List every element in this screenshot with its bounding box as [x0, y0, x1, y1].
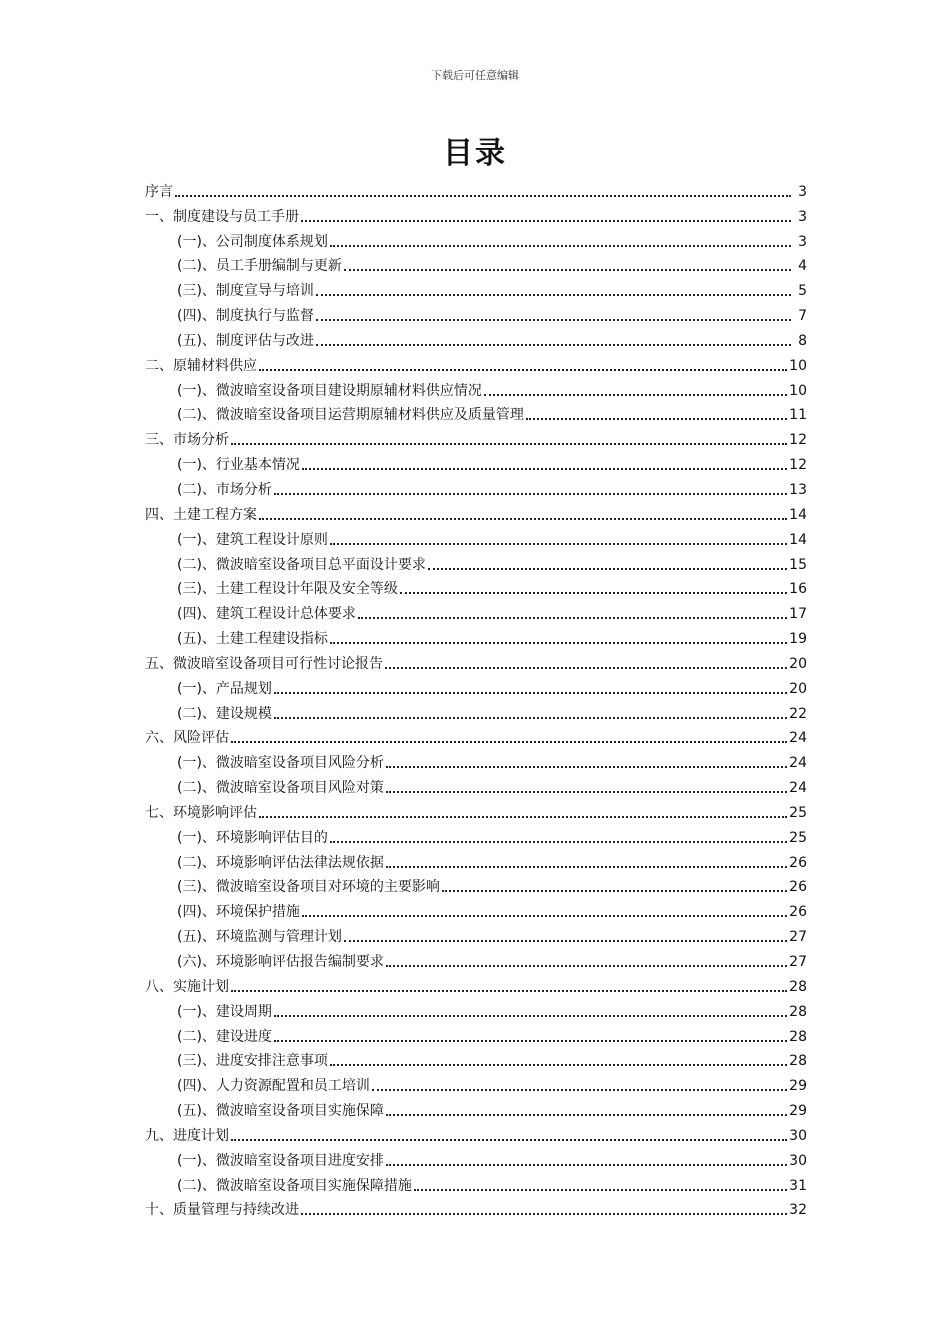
toc-entry-page-number: 10: [789, 382, 807, 399]
toc-dot-leader: [231, 1139, 787, 1141]
toc-entry-page-number: 29: [789, 1078, 807, 1095]
toc-entry[interactable]: [145, 1095, 807, 1120]
toc-entry-page-number: 28: [789, 978, 807, 995]
toc-entry-label: (二)、建设进度: [177, 1028, 272, 1045]
toc-entry[interactable]: [145, 698, 807, 723]
toc-entry-page-number: 20: [789, 680, 807, 697]
toc-entry-label: (五)、微波暗室设备项目实施保障: [177, 1103, 384, 1120]
table-of-contents: [145, 176, 807, 1219]
toc-entry[interactable]: [145, 1046, 807, 1071]
toc-entry[interactable]: [145, 424, 807, 449]
toc-entry-page-number: 24: [789, 730, 807, 747]
toc-entry-label: (二)、员工手册编制与更新: [177, 258, 342, 275]
toc-entry[interactable]: [145, 1120, 807, 1145]
toc-entry-page-number: 3: [798, 183, 807, 200]
toc-dot-leader: [316, 319, 791, 321]
toc-entry[interactable]: [145, 673, 807, 698]
toc-dot-leader: [386, 791, 787, 793]
toc-entry[interactable]: [145, 1021, 807, 1046]
toc-dot-leader: [259, 369, 787, 371]
toc-entry[interactable]: [145, 275, 807, 300]
toc-dot-leader: [414, 1189, 787, 1191]
header-note: 下载后可任意编辑: [431, 69, 519, 82]
toc-entry-label: 七、环境影响评估: [145, 804, 257, 821]
toc-entry-label: (五)、环境监测与管理计划: [177, 929, 342, 946]
toc-dot-leader: [330, 543, 787, 545]
toc-entry-page-number: 28: [789, 1053, 807, 1070]
toc-entry[interactable]: [145, 574, 807, 599]
toc-entry-label: 四、土建工程方案: [145, 506, 257, 523]
toc-entry[interactable]: [145, 896, 807, 921]
toc-entry-label: (三)、制度宣导与培训: [177, 283, 314, 300]
toc-entry[interactable]: [145, 549, 807, 574]
toc-entry-label: (二)、微波暗室设备项目运营期原辅材料供应及质量管理: [177, 407, 524, 424]
toc-dot-leader: [385, 667, 787, 669]
toc-entry-page-number: 26: [789, 904, 807, 921]
toc-entry-page-number: 26: [789, 854, 807, 871]
toc-entry-label: 一、制度建设与员工手册: [145, 208, 299, 225]
toc-dot-leader: [372, 1089, 787, 1091]
toc-dot-leader: [274, 1040, 787, 1042]
toc-entry-page-number: 31: [789, 1177, 807, 1194]
toc-entry-page-number: 19: [789, 631, 807, 648]
toc-entry[interactable]: [145, 872, 807, 897]
toc-entry-page-number: 13: [789, 481, 807, 498]
toc-dot-leader: [259, 518, 787, 520]
toc-entry-label: (一)、微波暗室设备项目建设期原辅材料供应情况: [177, 382, 482, 399]
toc-entry-label: (四)、人力资源配置和员工培训: [177, 1078, 370, 1095]
toc-entry-label: (一)、微波暗室设备项目进度安排: [177, 1152, 384, 1169]
toc-dot-leader: [302, 468, 787, 470]
toc-entry-page-number: 7: [798, 308, 807, 325]
toc-entry[interactable]: [145, 598, 807, 623]
toc-entry[interactable]: [145, 946, 807, 971]
toc-entry-label: (一)、微波暗室设备项目风险分析: [177, 755, 384, 772]
toc-entry[interactable]: [145, 623, 807, 648]
toc-entry-page-number: 25: [789, 829, 807, 846]
toc-dot-leader: [316, 294, 791, 296]
toc-entry-page-number: 27: [789, 954, 807, 970]
toc-dot-leader: [231, 443, 787, 445]
toc-entry[interactable]: [145, 847, 807, 872]
toc-entry-page-number: 25: [789, 804, 807, 821]
toc-entry-label: 序言: [145, 183, 173, 200]
toc-entry[interactable]: [145, 797, 807, 822]
toc-entry[interactable]: [145, 1070, 807, 1095]
toc-entry-label: 二、原辅材料供应: [145, 357, 257, 374]
toc-dot-leader: [330, 245, 791, 247]
toc-dot-leader: [316, 344, 791, 346]
toc-entry-page-number: 11: [789, 407, 807, 424]
toc-entry-label: (二)、微波暗室设备项目风险对策: [177, 780, 384, 797]
toc-dot-leader: [428, 568, 787, 570]
toc-entry-label: (二)、建设规模: [177, 705, 272, 722]
toc-entry-page-number: 12: [789, 457, 807, 474]
toc-entry[interactable]: [145, 400, 807, 425]
toc-entry-page-number: 12: [789, 432, 807, 449]
toc-dot-leader: [344, 940, 787, 942]
toc-entry[interactable]: [145, 201, 807, 226]
toc-dot-leader: [330, 1064, 787, 1066]
toc-dot-leader: [302, 915, 787, 917]
toc-entry[interactable]: [145, 996, 807, 1021]
page-title: 目录: [443, 136, 507, 171]
toc-entry-label: (二)、微波暗室设备项目实施保障措施: [177, 1177, 412, 1194]
toc-dot-leader: [386, 866, 787, 868]
toc-entry-label: 三、市场分析: [145, 432, 229, 449]
toc-entry-page-number: 20: [789, 655, 807, 672]
toc-entry-page-number: 29: [789, 1103, 807, 1120]
toc-entry-label: (一)、公司制度体系规划: [177, 233, 328, 250]
toc-entry[interactable]: [145, 176, 807, 201]
toc-dot-leader: [259, 816, 787, 818]
toc-dot-leader: [344, 269, 791, 271]
toc-entry-page-number: 22: [789, 705, 807, 722]
toc-entry-page-number: 3: [798, 208, 807, 225]
toc-entry[interactable]: [145, 474, 807, 499]
toc-entry-page-number: 14: [789, 531, 807, 548]
toc-entry-page-number: 30: [789, 1127, 807, 1144]
toc-entry-page-number: 15: [789, 556, 807, 573]
toc-entry-label: (二)、微波暗室设备项目总平面设计要求: [177, 556, 426, 573]
toc-dot-leader: [484, 394, 787, 396]
toc-entry[interactable]: [145, 350, 807, 375]
toc-dot-leader: [274, 1015, 787, 1017]
toc-entry-page-number: 27: [789, 929, 807, 946]
toc-dot-leader: [274, 717, 787, 719]
toc-entry-label: 十、质量管理与持续改进: [145, 1202, 299, 1219]
toc-entry-label: (四)、建筑工程设计总体要求: [177, 606, 356, 623]
toc-dot-leader: [301, 220, 791, 222]
toc-dot-leader: [386, 965, 787, 967]
toc-entry-label: (四)、制度执行与监督: [177, 308, 314, 325]
toc-entry-label: (二)、市场分析: [177, 481, 272, 498]
toc-entry-page-number: 16: [789, 581, 807, 598]
toc-dot-leader: [442, 890, 787, 892]
toc-entry[interactable]: [145, 723, 807, 748]
toc-entry-label: (五)、制度评估与改进: [177, 332, 314, 349]
toc-dot-leader: [386, 766, 787, 768]
toc-entry-page-number: 32: [789, 1202, 807, 1219]
toc-entry-label: (一)、行业基本情况: [177, 457, 300, 474]
toc-entry-label: (五)、土建工程建设指标: [177, 631, 328, 648]
toc-entry[interactable]: [145, 325, 807, 350]
toc-entry-page-number: 14: [789, 506, 807, 523]
toc-entry-page-number: 30: [789, 1152, 807, 1169]
toc-entry[interactable]: [145, 499, 807, 524]
toc-entry-label: (一)、环境影响评估目的: [177, 829, 328, 846]
toc-dot-leader: [526, 418, 787, 420]
toc-dot-leader: [274, 493, 787, 495]
toc-entry[interactable]: [145, 1170, 807, 1195]
toc-dot-leader: [231, 990, 787, 992]
toc-dot-leader: [386, 1114, 787, 1116]
toc-entry[interactable]: [145, 648, 807, 673]
toc-dot-leader: [175, 195, 791, 197]
toc-entry-label: (三)、微波暗室设备项目对环境的主要影响: [177, 879, 440, 896]
toc-dot-leader: [400, 592, 787, 594]
toc-entry[interactable]: [145, 921, 807, 946]
toc-entry-label: (一)、建筑工程设计原则: [177, 531, 328, 548]
toc-entry-label: 五、微波暗室设备项目可行性讨论报告: [145, 655, 383, 672]
toc-entry[interactable]: [145, 449, 807, 474]
toc-entry-label: 六、风险评估: [145, 730, 229, 747]
toc-entry-page-number: 5: [798, 283, 807, 300]
toc-entry[interactable]: [145, 747, 807, 772]
toc-dot-leader: [330, 642, 787, 644]
toc-entry-label: 九、进度计划: [145, 1127, 229, 1144]
toc-dot-leader: [301, 1213, 787, 1215]
toc-entry-page-number: 4: [798, 258, 807, 275]
toc-entry[interactable]: [145, 822, 807, 847]
toc-entry-label: (一)、建设周期: [177, 1003, 272, 1020]
toc-dot-leader: [386, 1164, 787, 1166]
toc-entry-label: (二)、环境影响评估法律法规依据: [177, 854, 384, 871]
toc-entry-label: (三)、土建工程设计年限及安全等级: [177, 581, 398, 598]
toc-entry-label: 八、实施计划: [145, 978, 229, 995]
toc-entry[interactable]: [145, 300, 807, 325]
toc-entry-label: (一)、产品规划: [177, 680, 272, 697]
toc-entry-page-number: 17: [789, 606, 807, 623]
toc-entry-label: (六)、环境影响评估报告编制要求: [177, 954, 384, 970]
toc-entry[interactable]: [145, 375, 807, 400]
toc-entry-label: (四)、环境保护措施: [177, 904, 300, 921]
toc-entry-page-number: 26: [789, 879, 807, 896]
toc-entry-page-number: 3: [798, 233, 807, 250]
toc-entry-page-number: 8: [798, 332, 807, 349]
toc-dot-leader: [330, 841, 787, 843]
toc-entry-page-number: 24: [789, 780, 807, 797]
toc-entry[interactable]: [145, 1145, 807, 1170]
toc-entry[interactable]: [145, 1195, 807, 1220]
toc-dot-leader: [358, 617, 787, 619]
toc-entry[interactable]: [145, 251, 807, 276]
toc-entry-page-number: 10: [789, 357, 807, 374]
toc-entry[interactable]: [145, 772, 807, 797]
toc-entry-page-number: 28: [789, 1003, 807, 1020]
toc-entry-page-number: 28: [789, 1028, 807, 1045]
toc-entry[interactable]: [145, 971, 807, 996]
toc-entry[interactable]: [145, 524, 807, 549]
toc-entry[interactable]: [145, 226, 807, 251]
toc-dot-leader: [274, 692, 787, 694]
toc-entry-page-number: 24: [789, 755, 807, 772]
toc-entry-label: (三)、进度安排注意事项: [177, 1053, 328, 1070]
toc-dot-leader: [231, 741, 787, 743]
